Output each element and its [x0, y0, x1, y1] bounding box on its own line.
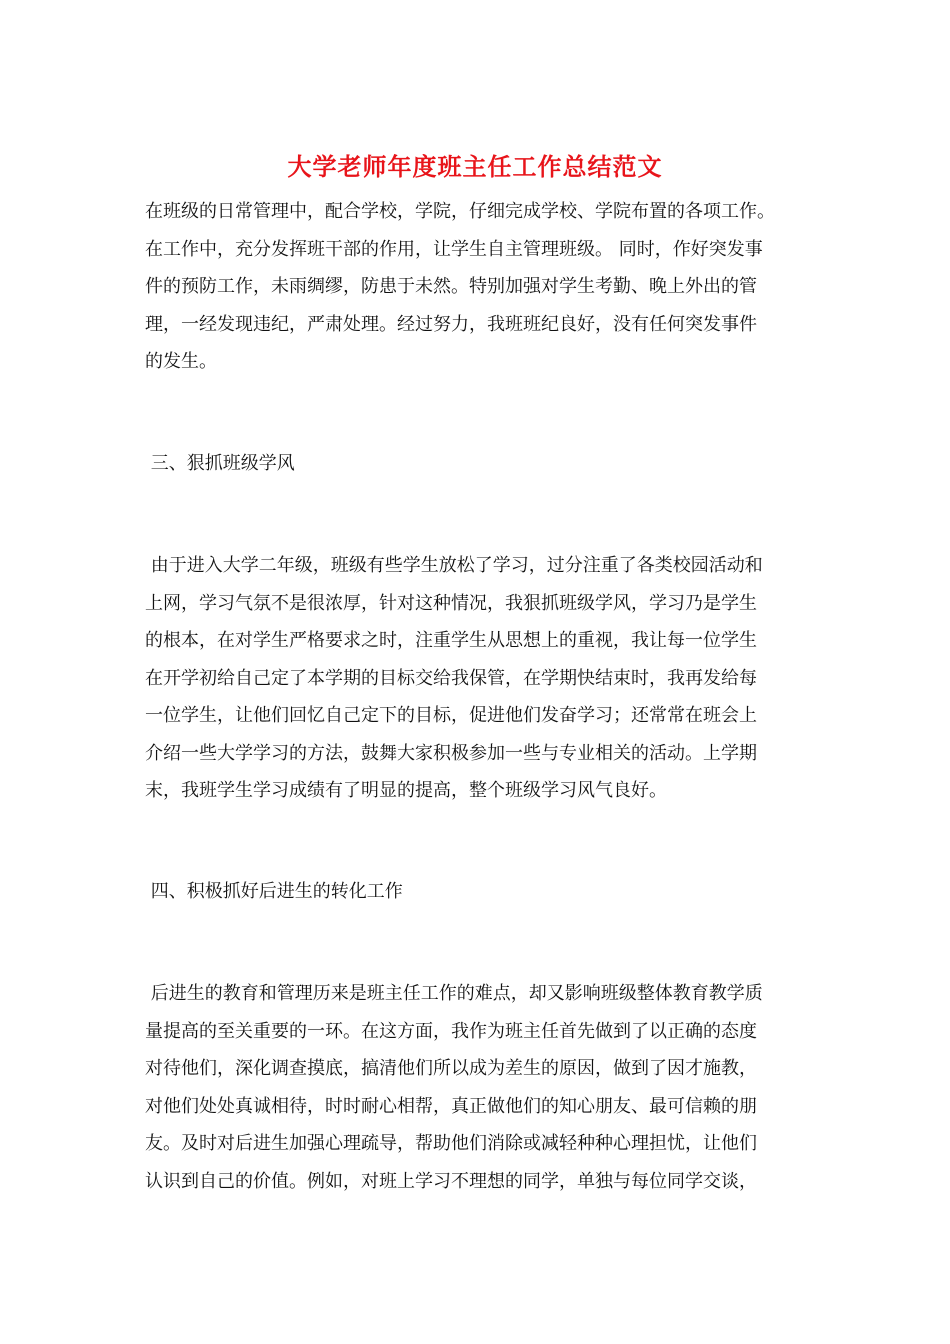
paragraph-line: 量提高的至关重要的一环。在这方面，我作为班主任首先做到了以正确的态度: [145, 1020, 757, 1042]
paragraph-line: 在班级的日常管理中，配合学校，学院，仔细完成学校、学院布置的各项工作。: [145, 201, 775, 222]
paragraph-line: 末，我班学生学习成绩有了明显的提高，整个班级学习风气良好。: [145, 780, 667, 801]
paragraph-line: 的发生。: [145, 351, 217, 372]
paragraph-line: 在开学初给自己定了本学期的目标交给我保管，在学期快结束时，我再发给每: [145, 667, 757, 689]
paragraph-line: 友。及时对后进生加强心理疏导，帮助他们消除或减轻种种心理担忧，让他们: [145, 1133, 757, 1154]
paragraph-daily-management: [145, 193, 815, 381]
paragraph-line: 上网，学习气氛不是很浓厚，针对这种情况，我狠抓班级学风，学习乃是学生: [145, 592, 757, 614]
paragraph-line: 对待他们，深化调查摸底，搞清他们所以成为差生的原因，做到了因才施教，: [145, 1058, 757, 1079]
paragraph-line: 的根本，在对学生严格要求之时，注重学生从思想上的重视，我让每一位学生: [145, 630, 757, 651]
paragraph-line: 理，一经发现违纪，严肃处理。经过努力，我班班纪良好，没有任何突发事件: [145, 313, 757, 335]
section-heading-study-style: 三、狠抓班级学风: [145, 453, 295, 474]
paragraph-study-style: [145, 547, 815, 810]
paragraph-line: 后进生的教育和管理历来是班主任工作的难点，却又影响班级整体教育教学质: [145, 983, 763, 1004]
paragraph-line: 对他们处处真诚相待，时时耐心相帮，真正做他们的知心朋友、最可信赖的朋: [145, 1095, 757, 1117]
paragraph-underachievers: [145, 975, 815, 1200]
section-heading-underachievers: 四、积极抓好后进生的转化工作: [145, 881, 403, 902]
page-title: 大学老师年度班主任工作总结范文: [287, 152, 663, 181]
paragraph-line: 件的预防工作，未雨绸缪，防患于未然。特别加强对学生考勤、晚上外出的管: [145, 276, 757, 297]
paragraph-line: 一位学生，让他们回忆自己定下的目标，促进他们发奋学习；还常常在班会上: [145, 705, 757, 726]
paragraph-line: 由于进入大学二年级，班级有些学生放松了学习，过分注重了各类校园活动和: [145, 555, 763, 576]
paragraph-line: 介绍一些大学学习的方法，鼓舞大家积极参加一些与专业相关的活动。上学期: [145, 742, 757, 764]
paragraph-line: 认识到自己的价值。例如，对班上学习不理想的同学，单独与每位同学交谈，: [145, 1170, 757, 1192]
paragraph-line: 在工作中，充分发挥班干部的作用，让学生自主管理班级。 同时，作好突发事: [145, 238, 763, 260]
